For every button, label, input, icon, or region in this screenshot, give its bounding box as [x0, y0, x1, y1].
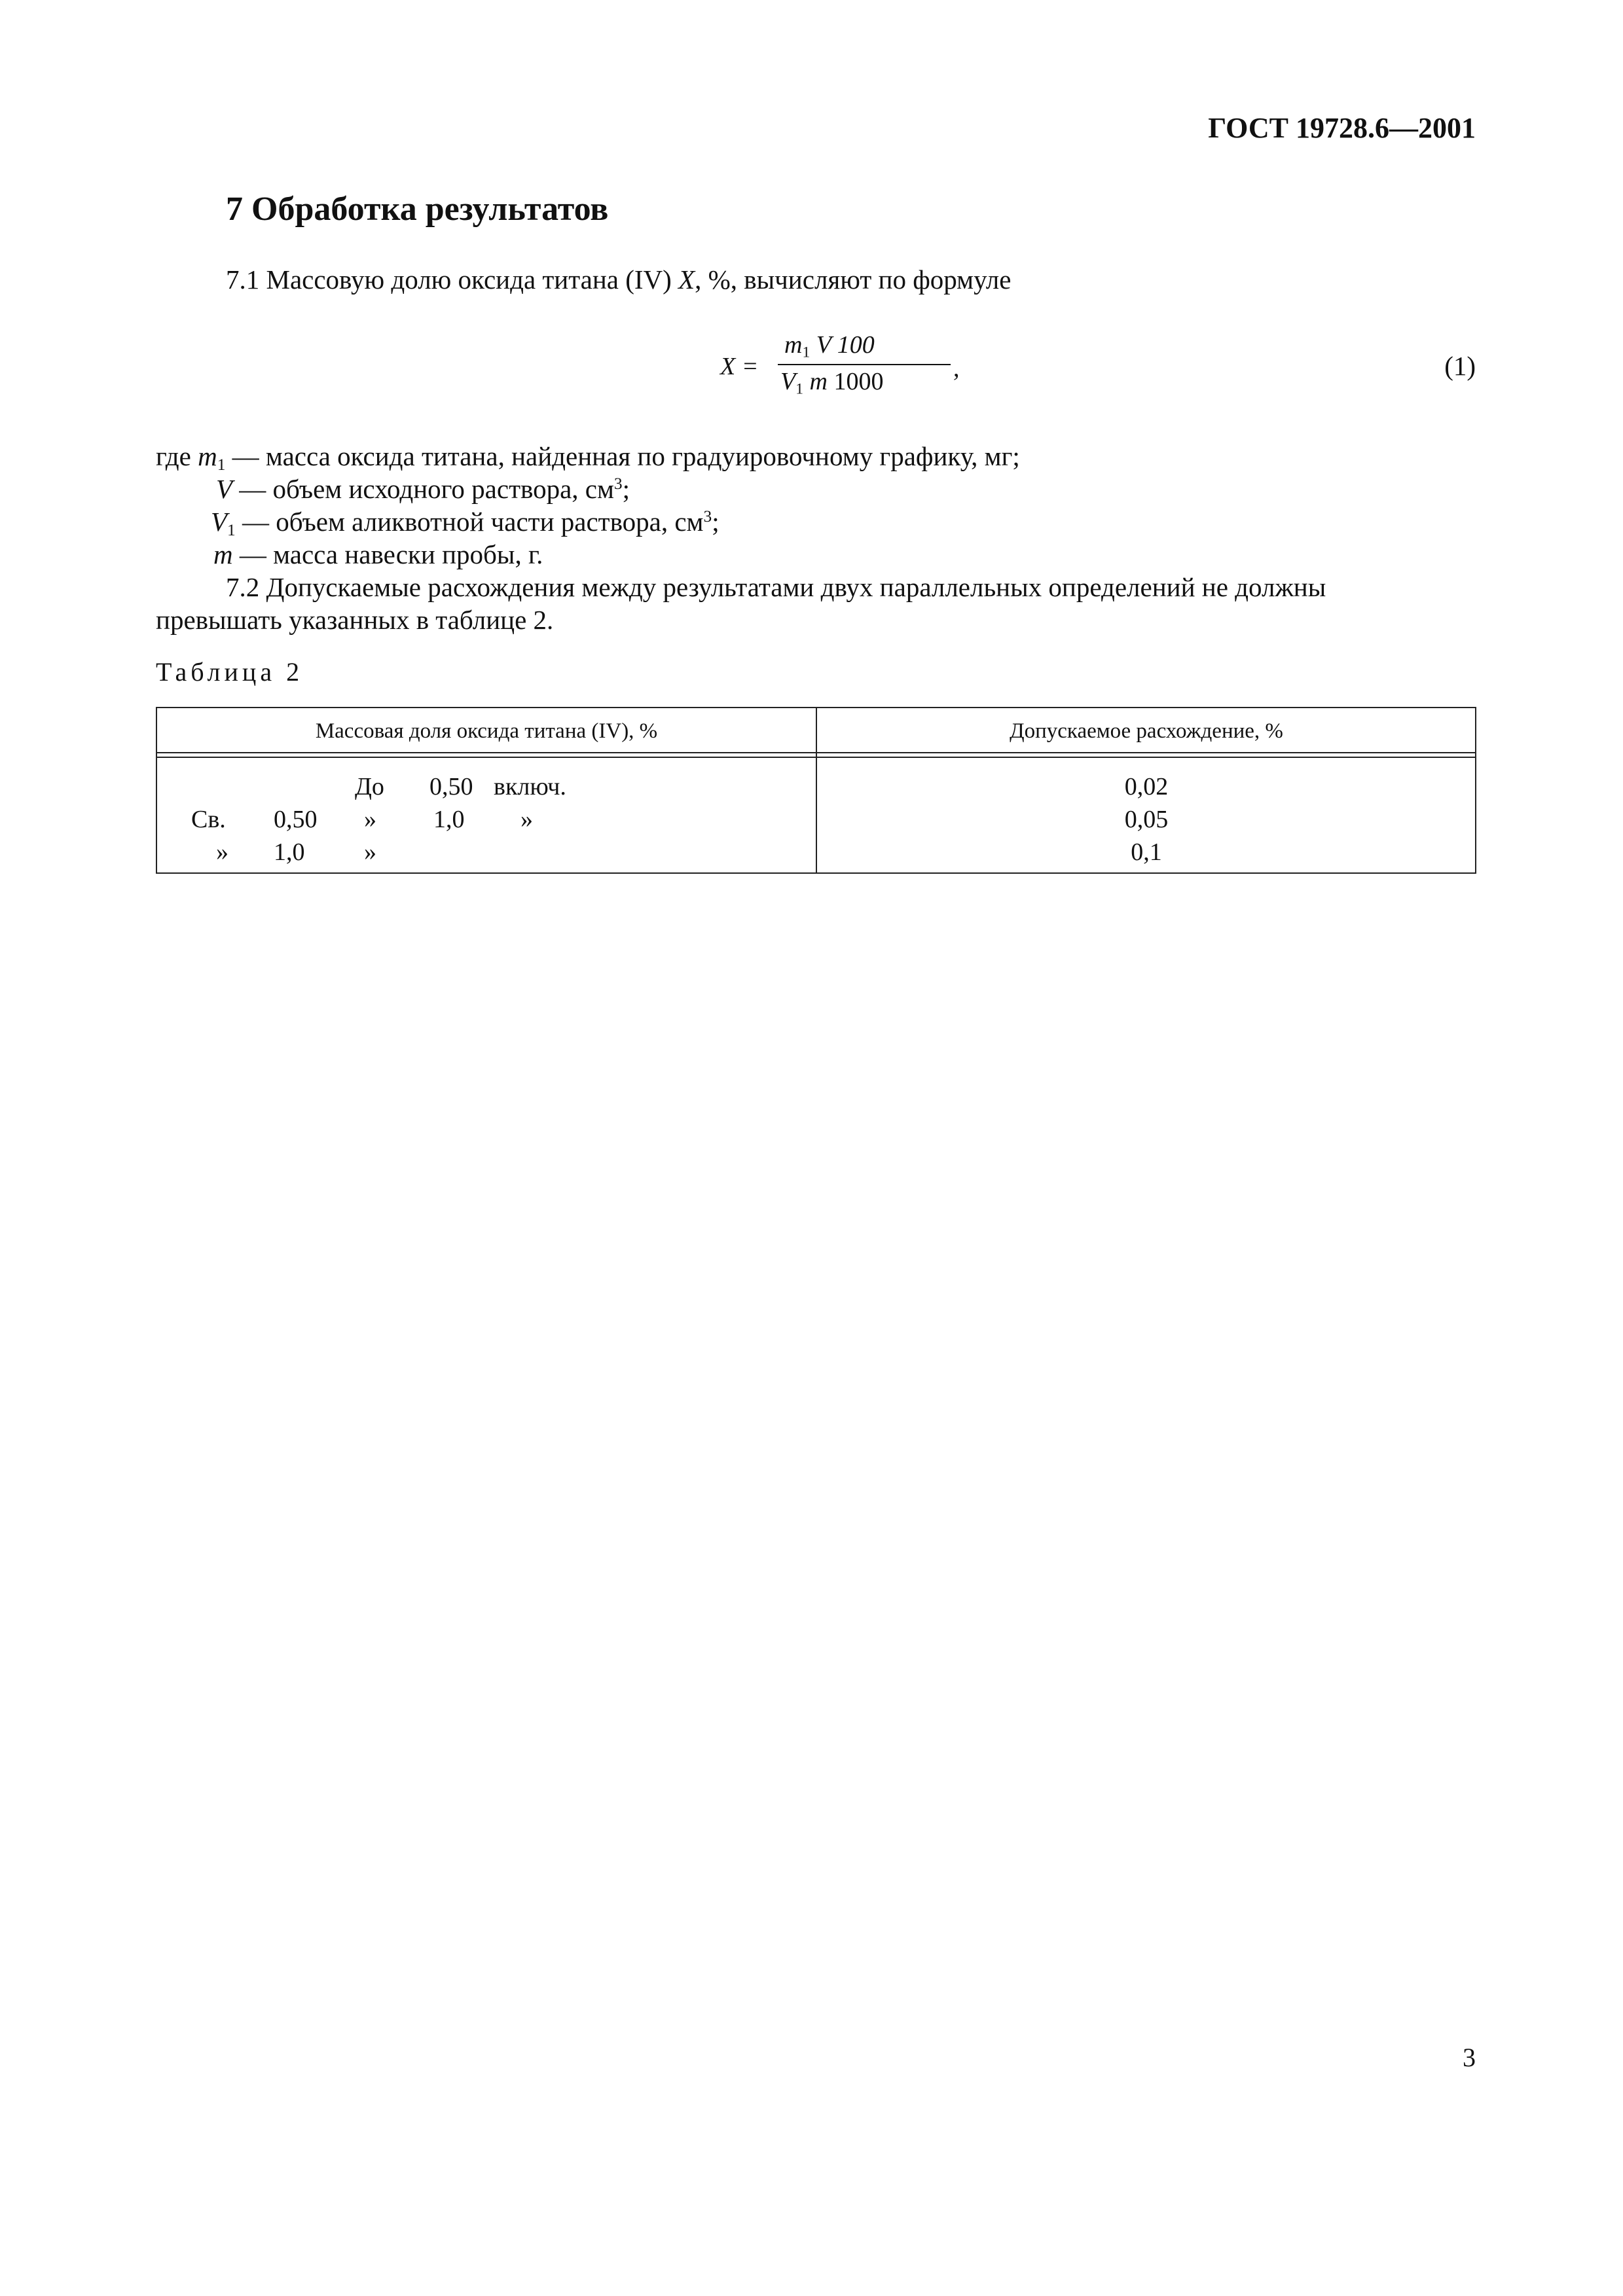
table-row-3-from: 1,0	[274, 838, 305, 866]
table-row-1-from: До	[355, 773, 384, 800]
table-row-1-tolerance: 0,02	[1124, 773, 1169, 800]
definition-v: V — объем исходного раствора, $см^3$;	[216, 474, 630, 504]
paragraph-7-2-line2: превышать указанных в таблице 2.	[156, 605, 554, 635]
table-row-2-value: »	[364, 806, 376, 833]
section-heading: 7 Обработка результатов	[226, 190, 609, 228]
definition-m: m — масса навески пробы, г.	[213, 539, 543, 569]
variable-x: X	[678, 264, 695, 295]
table-row-2-tail: »	[520, 806, 533, 833]
table-header-tolerance: Допускаемое расхождение, %	[1010, 719, 1283, 743]
table-row-3-tolerance: 0,1	[1131, 838, 1162, 866]
paragraph-text: Массовую долю оксида титана (IV)	[266, 264, 679, 295]
formula	[720, 324, 960, 409]
formula-denominator: $V_1$ m 1000	[780, 368, 884, 398]
table-row-2-prefix: Св.	[191, 806, 226, 833]
fraction-bar	[778, 364, 951, 365]
table-row-1-upto: включ.	[494, 773, 566, 800]
table-header-rule	[157, 752, 1475, 753]
definition-v1: $V_1$ — объем аликвотной части раствора, $см^3$;	[211, 507, 720, 540]
table-caption: Таблица 2	[156, 657, 304, 687]
paragraph-7-2-line1: 7.2 Допускаемые расхождения между результатами двух параллельных определений не должны	[226, 572, 1326, 602]
table-header-rule-double	[157, 757, 1475, 758]
formula-number: (1)	[1444, 351, 1476, 381]
table-row-2-tolerance: 0,05	[1124, 806, 1169, 833]
paragraph-7-1	[226, 263, 1011, 296]
table-row-2-upto: 1,0	[433, 806, 465, 833]
formula-lhs: X =	[720, 353, 759, 380]
table-row-2-from: 0,50	[274, 806, 318, 833]
definition-m1: где $m_1$ — масса оксида титана, найденная по градуировочному графику, мг;	[156, 441, 1020, 475]
page-number: 3	[1463, 2043, 1476, 2072]
paragraph-text-end: , %, вычисляют по формуле	[695, 264, 1012, 295]
table-row-3-value: »	[364, 838, 376, 866]
table-row-3-prefix: »	[216, 838, 228, 866]
paragraph-number: 7.1	[226, 264, 260, 295]
document-code: ГОСТ 19728.6—2001	[1208, 112, 1476, 144]
formula-numerator: $m_1$ V 100	[784, 331, 875, 361]
formula-comma: ,	[953, 355, 960, 382]
table-row-1-value: 0,50	[429, 773, 473, 800]
table-header-mass-fraction: Массовая доля оксида титана (IV), %	[315, 719, 658, 743]
tolerance-table	[156, 707, 1476, 874]
